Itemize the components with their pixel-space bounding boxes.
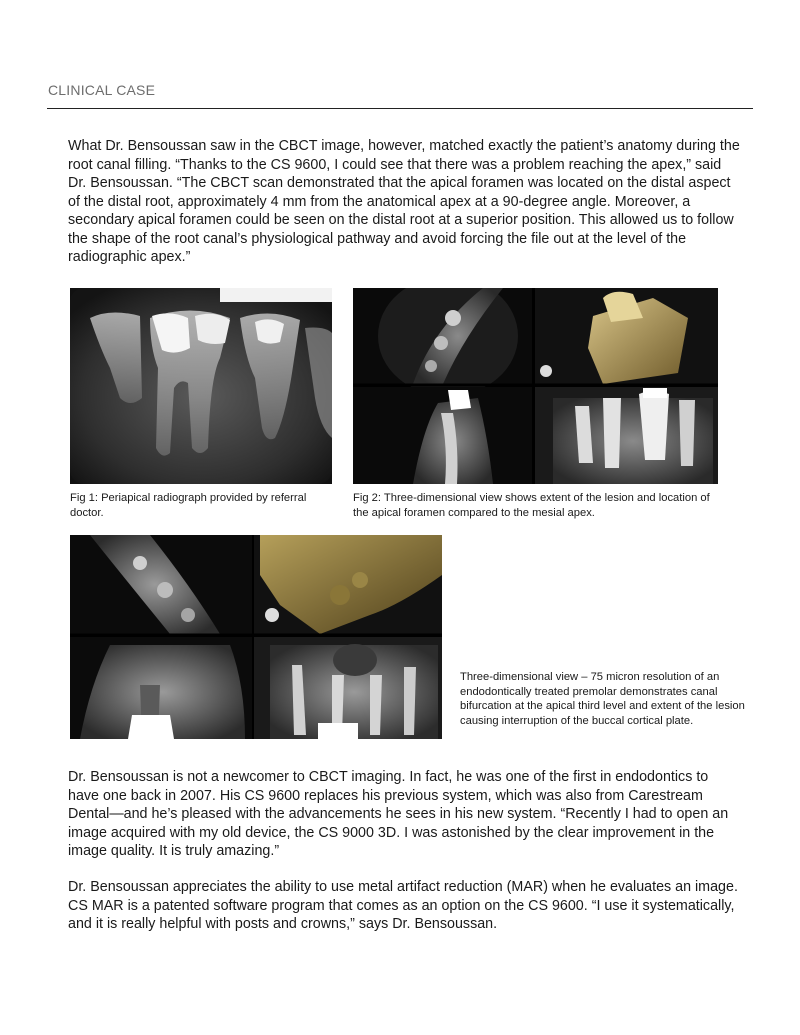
section-label: CLINICAL CASE — [48, 82, 156, 98]
cbct-three-dimensional-view-image — [353, 288, 718, 484]
body-paragraph-1: What Dr. Bensoussan saw in the CBCT image, however, matched exactly the patient’s anatomy during the root canal filling. “Thanks to the CS 9600, I could see that there was a problem reaching the apex,” said Dr. Bensoussan. “The CBCT scan demonstrated that the apical foramen was located on the distal aspect of the distal root, approximately 4 mm from the anatomical apex at a 90-degree angle. Moreover, a secondary apical foramen could be seen on the distal root at a superior position. This allowed us to follow the shape of the root canal’s physiological pathway and avoid forcing the file out at the level of the radiographic apex.” — [68, 138, 740, 265]
header-divider — [47, 108, 753, 109]
fig3-caption: Three-dimensional view – 75 micron resolution of an endodontically treated premolar demonstrates canal bifurcation at the apical third level and extent of the lesion causing interruption of the buccal cortical plate. — [460, 671, 745, 727]
fig1-caption: Fig 1: Periapical radiograph provided by referral doctor. — [70, 492, 307, 519]
fig2-caption: Fig 2: Three-dimensional view shows extent of the lesion and location of the apical foramen compared to the mesial apex. — [353, 492, 710, 519]
premolar-cbct-view-image — [70, 535, 442, 739]
periapical-radiograph-image — [70, 288, 332, 484]
body-paragraph-2: Dr. Bensoussan is not a newcomer to CBCT imaging. In fact, he was one of the first in endodontics to have one back in 2007. His CS 9600 replaces his previous system, which was also from Carestream Dental—and he’s pleased with the advancements he sees in his new system. “Recently I had to open an image acquired with my old device, the CS 9000 3D. I was astonished by the clear improvement in the image quality. It is truly amazing.” — [68, 769, 729, 859]
body-paragraph-3: Dr. Bensoussan appreciates the ability to use metal artifact reduction (MAR) when he evaluates an image. CS MAR is a patented software program that comes as an option on the CS 9600. “I use it systematically, and it is really helpful with posts and crowns,” says Dr. Bensoussan. — [68, 879, 738, 932]
